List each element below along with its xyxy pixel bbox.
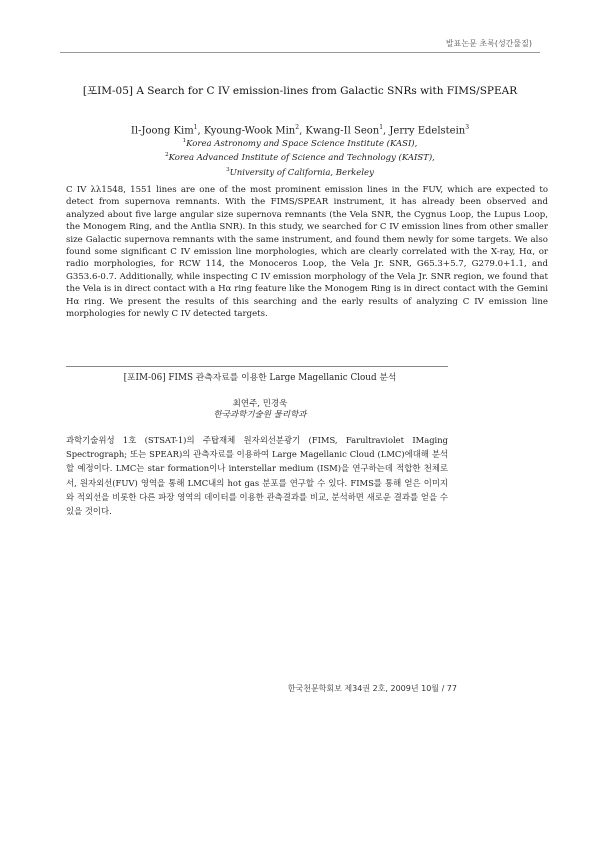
- article2-authors: 최연주, 민경욱: [232, 399, 288, 409]
- header-rule: [60, 52, 540, 53]
- author-aff: 3: [465, 124, 470, 131]
- author-name: Jerry Edelstein: [389, 125, 466, 137]
- affiliation-name: Korea Astronomy and Space Science Institute (KASI),: [186, 138, 418, 149]
- author-aff: 1: [379, 124, 384, 131]
- author-name: Kwang-Il Seon: [305, 125, 380, 137]
- author-aff: 1: [193, 124, 198, 131]
- article2-affiliation: 한국과학기술원 물리학과: [213, 410, 307, 420]
- article1-title: [포IM-05] A Search for C IV emission-lines from Galactic SNRs with FIMS/SPEAR: [82, 85, 518, 97]
- running-header: 발표논문 초록(성간물질): [445, 39, 532, 48]
- author-aff: 2: [295, 124, 300, 131]
- affiliation-num: 1: [182, 138, 187, 144]
- affiliation-line: [70, 150, 530, 164]
- affiliation-num: 2: [165, 152, 169, 159]
- article2-title: [포IM-06] FIMS 관측자료를 이용한 Large Magellanic Cloud 분석: [123, 373, 397, 383]
- article1-authors: Il-Joong Kim$^1$, Kyoung-Wook Min$^2$, Kwang-Il Seon$^1$, Jerry Edelstein$^3$: [130, 124, 470, 137]
- article1-abstract: C IV λλ1548, 1551 lines are one of the most prominent emission lines in the FUV, which are expected to detect from supernova remnants. With the FIMS/SPEAR instrument, it has already been observed and analyzed about five large angular size supernova remnants (the Vela SNR, the Cygnus Loop, the Lupus Loop, the Monogem Ring, and the Antlia SNR). In this study, we searched for C IV emission lines from other smaller size Galactic supernova remnants with the same instrument, and found them newly for some targets. We also found some significant C IV emission line morphologies, which are clearly correlated with the X-ray, Hα, or radio morphologies, for RCW 114, the Monoceros Loop, the Vela Jr. SNR, G65.3+5.7, G279.0+1.1, and G353.6-0.7. Additionally, while inspecting C IV emission morphology of the Vela Jr. SNR region, we found that the Vela is in direct contact with a Hα ring feature like the Monogem Ring is in direct contact with the Gemini Hα ring. We present the results of this searching and the early results of analyzing C IV emission line morphologies for newly C IV detected targets.: [66, 185, 548, 320]
- affiliation-name: Korea Advanced Institute of Science and Technology (KAIST),: [168, 153, 435, 164]
- page-footer: 한국천문학회보 제34권 2호, 2009년 10월 / 77: [287, 684, 457, 693]
- affiliation-name: University of California, Berkeley: [229, 167, 374, 178]
- article1-affiliations: [70, 136, 530, 179]
- article2-abstract: 과학기술위성 1호 (STSAT-1)의 주탑재체 원자외선분광기 (FIMS, Farultraviolet IMaging Spectrograph; 또는 SPEAR)의 관측자료를 이용하여 Large Magellanic Cloud (LMC)에대해 분석할 예정이다. LMC는 star formation이나 interstellar medium (ISM)을 연구하는데 적합한 천체로서, 원자외선(FUV) 영역을 통해 LMC내의 hot gas 분포를 연구할 수 있다. FIMS를 통해 얻은 이미지와 적외선을 비롯한 다른 파장 영역의 데이터를 이용한 관측결과를 비교, 분석하면 새로운 결과를 얻을 수 있을 것이다.: [66, 435, 448, 517]
- affiliation-line: [70, 136, 530, 150]
- author-name: Kyoung-Wook Min: [203, 125, 296, 137]
- affiliation-line: [70, 165, 530, 179]
- section-separator: [66, 366, 448, 367]
- affiliation-num: 3: [226, 166, 230, 173]
- author-name: Il-Joong Kim: [130, 125, 194, 137]
